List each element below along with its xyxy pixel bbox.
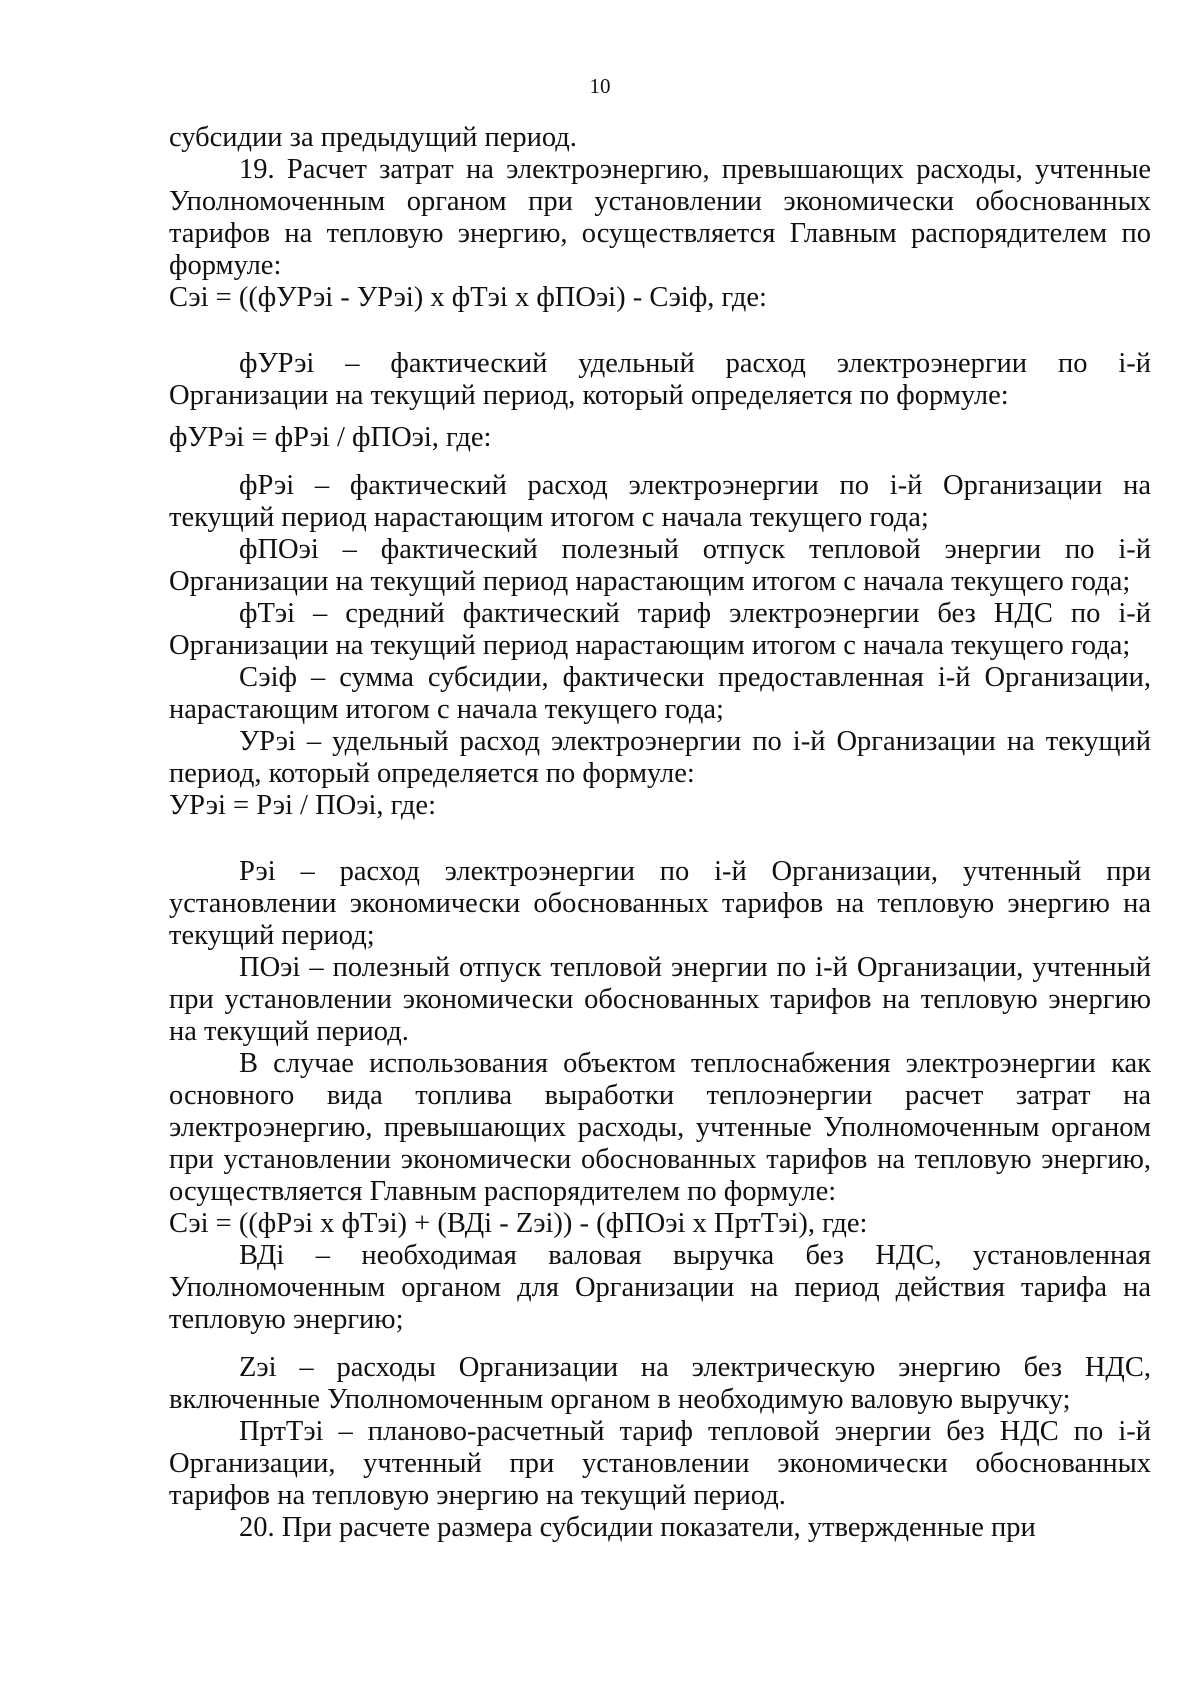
definition-ze: Zэi – расходы Организации на электрическую энергию без НДС, включенные Уполномоченным органом в необходимую валовую выручку;: [169, 1352, 1151, 1415]
formula-subsidy-main: Сэi = ((фУРэi - УРэi) x фТэi x фПОэi) - Сэiф, где:: [169, 282, 767, 313]
definition-vd: ВДi – необходимая валовая выручка без НДС, установленная Уполномоченным органом для Организации на период действия тарифа на тепловую энергию;: [169, 1240, 1151, 1335]
definition-prtte: ПртТэi – планово-расчетный тариф тепловой энергии без НДС по i-й Организации, учтенный при установлении экономически обоснованных тарифов на тепловую энергию на текущий период.: [169, 1416, 1151, 1511]
definition-fpoe: фПОэi – фактический полезный отпуск тепловой энергии по i-й Организации на текущий период нарастающим итогом с начала текущего года;: [169, 534, 1151, 597]
definition-re: Рэi – расход электроэнергии по i-й Организации, учтенный при установлении экономически обоснованных тарифов на тепловую энергию на текущий период;: [169, 856, 1151, 951]
definition-fte: фТэi – средний фактический тариф электроэнергии без НДС по i-й Организации на текущий период нарастающим итогом с начала текущего года;: [169, 598, 1151, 661]
paragraph-continuation: субсидии за предыдущий период.: [169, 122, 577, 153]
formula-ure: УРэi = Рэi / ПОэi, где:: [169, 790, 436, 821]
formula-fure: фУРэi = фРэi / фПОэi, где:: [169, 422, 492, 453]
definition-fure: фУРэi – фактический удельный расход электроэнергии по i-й Организации на текущий период, который определяется по формуле:: [169, 348, 1151, 411]
definition-poe: ПОэi – полезный отпуск тепловой энергии по i-й Организации, учтенный при установлении экономически обоснованных тарифов на тепловую энергию на текущий период.: [169, 952, 1151, 1047]
paragraph-electric-fuel-case: В случае использования объектом теплоснабжения электроэнергии как основного вида топлива выработки теплоэнергии расчет затрат на электроэнергию, превышающих расходы, учтенные Уполномоченным органом при установлении экономически обоснованных тарифов на тепловую энергию, осуществляется Главным распорядителем по формуле:: [169, 1048, 1151, 1207]
page-number: 10: [589, 74, 611, 98]
definition-fre: фРэi – фактический расход электроэнергии по i-й Организации на текущий период нарастающим итогом с начала текущего года;: [169, 470, 1151, 533]
paragraph-clause-20: 20. При расчете размера субсидии показатели, утвержденные при: [239, 1512, 1036, 1543]
definition-ure: УРэi – удельный расход электроэнергии по i-й Организации на текущий период, который определяется по формуле:: [169, 726, 1151, 789]
document-body: [169, 122, 1151, 1544]
definition-seif: Сэiф – сумма субсидии, фактически предоставленная i-й Организации, нарастающим итогом с начала текущего года;: [169, 662, 1151, 725]
formula-subsidy-electric: Сэi = ((фРэi x фТэi) + (ВДi - Zэi)) - (фПОэi x ПртТэi), где:: [169, 1208, 868, 1239]
paragraph-clause-19: 19. Расчет затрат на электроэнергию, превышающих расходы, учтенные Уполномоченным органом при установлении экономически обоснованных тарифов на тепловую энергию, осуществляется Главным распорядителем по формуле:: [169, 154, 1151, 281]
